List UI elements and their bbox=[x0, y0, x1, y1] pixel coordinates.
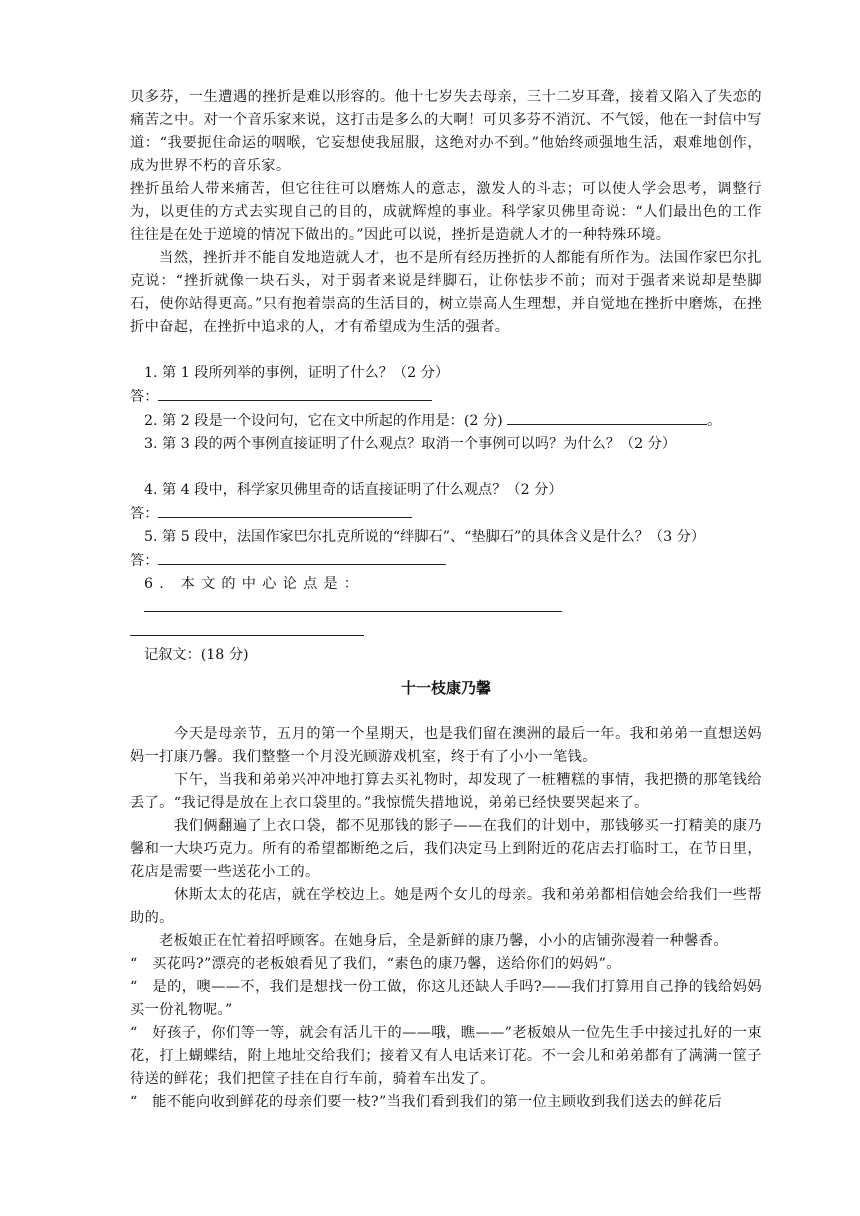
answer-line-5 bbox=[130, 549, 762, 573]
argument-paragraph-2: 挫折虽给人带来痛苦，但它往往可以磨炼人的意志，激发人的斗志；可以使人学会思考，调整行为，以更佳的方式去实现自己的目的，成就辉煌的事业。科学家贝佛里奇说：“人们最出色的工作往往是在处于逆境的情况下做出的。”因此可以说，挫折是造就人才的一种特殊环境。 bbox=[130, 181, 762, 243]
answer-blank-4[interactable] bbox=[158, 502, 412, 518]
dialogue-1: “ 买花吗?”漂亮的老板娘看见了我们，“素色的康乃馨，送给你们的妈妈”。 bbox=[130, 956, 621, 972]
question-3: 3. 第 3 段的两个事例直接证明了什么观点？取消一个事例可以吗？为什么？（2 分） bbox=[144, 436, 677, 452]
argument-paragraph-1: 贝多芬，一生遭遇的挫折是难以形容的。他十七岁失去母亲，三十二岁耳聋，接着又陷入了失恋的痛苦之中。对一个音乐家来说，这打击是多么的大啊！可贝多芬不消沉、不气馁，他在一封信中写道：“我要扼住命运的咽喉，它妄想使我屈服，这绝对办不到。”他始终顽强地生活，艰难地创作，成为世界不朽的音乐家。 bbox=[130, 89, 762, 174]
narrative-paragraph-3: 我们俩翻遍了上衣口袋，都不见那钱的影子——在我们的计划中，那钱够买一打精美的康乃馨和一大块巧克力。所有的希望都断绝之后，我们决定马上到附近的花店去打临时工，在节日里，花店是需要一些送花小工的。 bbox=[130, 818, 762, 880]
question-6-text: 6. 本文的中心论点是： bbox=[144, 576, 365, 592]
answer-blank-2[interactable] bbox=[507, 409, 707, 425]
question-1: 1. 第 1 段所列举的事例，证明了什么？（2 分） bbox=[144, 365, 450, 381]
question-2-period: 。 bbox=[707, 413, 722, 429]
narrative-section-label: 记叙文：(18 分) bbox=[144, 647, 249, 663]
document-page bbox=[130, 86, 762, 1114]
answer-line-6b bbox=[130, 620, 762, 644]
answer-label: 答： bbox=[130, 389, 159, 405]
answer-line-4 bbox=[130, 502, 762, 526]
narrative-paragraph-5: 老板娘正在忙着招呼顾客。在她身后，全是新鲜的康乃馨，小小的店铺弥漫着一种馨香。 bbox=[159, 933, 728, 949]
question-6 bbox=[130, 573, 762, 620]
dialogue-2: “ 是的，噢——不，我们是想找一份工做，你这儿还缺人手吗?——我们打算用自己挣的钱给妈妈买一份礼物呢。” bbox=[130, 979, 762, 1018]
answer-label: 答： bbox=[130, 506, 159, 522]
narrative-paragraph-1: 今天是母亲节，五月的第一个星期天，也是我们留在澳洲的最后一年。我和弟弟一直想送妈妈一打康乃馨。我们整整一个月没光顾游戏机室，终于有了小小一笔钱。 bbox=[130, 726, 762, 765]
question-2 bbox=[130, 409, 762, 433]
dialogue-3: “ 好孩子，你们等一等，就会有活儿干的——哦，瞧——”老板娘从一位先生手中接过扎好的一束花，打上蝴蝶结，附上地址交给我们；接着又有人电话来订花。不一会儿和弟弟都有了满满一筐子待送的鲜花；我们把筐子挂在自行车前，骑着车出发了。 bbox=[130, 1025, 762, 1087]
answer-blank-5[interactable] bbox=[158, 549, 446, 565]
answer-blank-6b[interactable] bbox=[130, 620, 364, 636]
narrative-paragraph-2: 下午，当我和弟弟兴冲冲地打算去买礼物时，却发现了一桩糟糕的事情，我把攒的那笔钱给丢了。“我记得是放在上衣口袋里的。”我惊慌失措地说，弟弟已经快要哭起来了。 bbox=[130, 772, 762, 811]
narrative-paragraph-4: 休斯太太的花店，就在学校边上。她是两个女儿的母亲。我和弟弟都相信她会给我们一些帮助的。 bbox=[130, 887, 762, 926]
answer-blank-1[interactable] bbox=[158, 385, 432, 401]
question-5: 5. 第 5 段中，法国作家巴尔扎克所说的“绊脚石”、“垫脚石”的具体含义是什么？（3 分） bbox=[144, 529, 706, 545]
dialogue-4: “ 能不能向收到鲜花的母亲们要一枝?”当我们看到我们的第一位主顾收到我们送去的鲜花后 bbox=[130, 1094, 723, 1110]
answer-label: 答： bbox=[130, 553, 159, 569]
question-4: 4. 第 4 段中，科学家贝佛里奇的话直接证明了什么观点？（2 分） bbox=[144, 482, 563, 498]
argument-paragraph-3: 当然，挫折并不能自发地造就人才，也不是所有经历挫折的人都能有所作为。法国作家巴尔扎克说：“挫折就像一块石头，对于弱者来说是绊脚石，让你怯步不前；而对于强者来说却是垫脚石，使你站得更高。”只有抱着崇高的生活目的，树立崇高人生理想，并自觉地在挫折中磨炼，在挫折中奋起，在挫折中追求的人，才有希望成为生活的强者。 bbox=[130, 250, 762, 335]
question-2-text: 2. 第 2 段是一个设问句，它在文中所起的作用是：(2 分) bbox=[144, 413, 503, 429]
answer-line-1 bbox=[130, 385, 762, 409]
answer-blank-6a[interactable] bbox=[144, 596, 562, 612]
narrative-title: 十一枝康乃馨 bbox=[400, 679, 491, 697]
